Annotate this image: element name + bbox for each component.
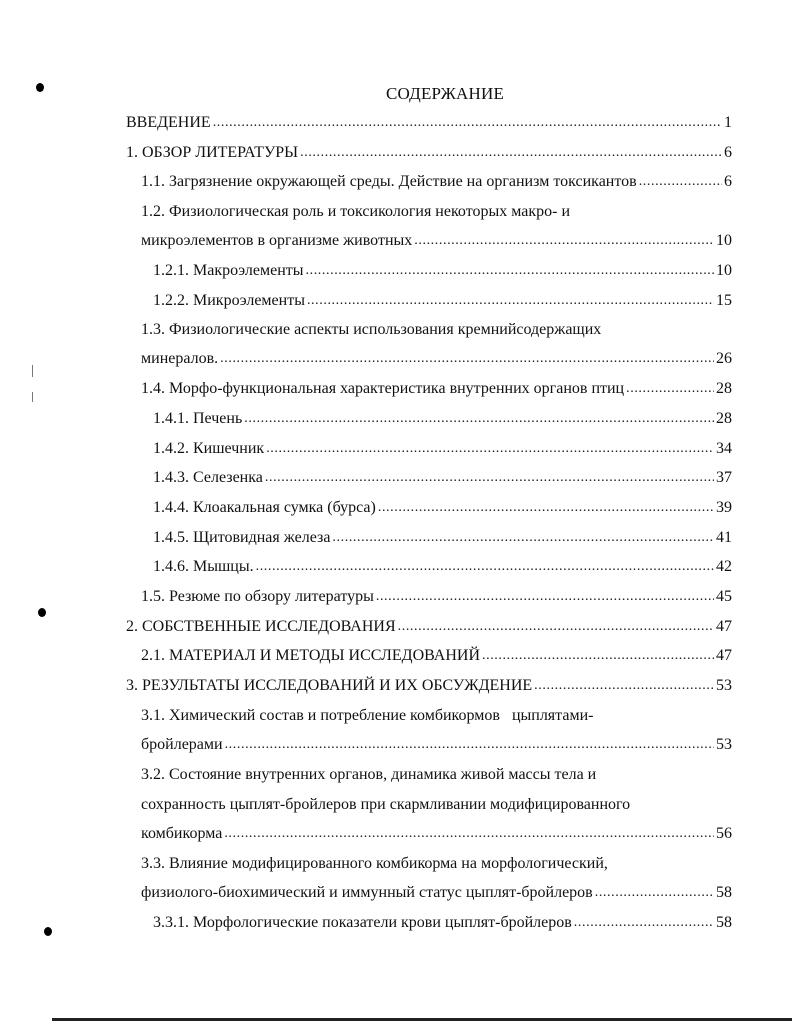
toc-entry-text: ВВЕДЕНИЕ <box>126 114 211 131</box>
leader-dots <box>639 172 722 190</box>
leader-dots <box>378 498 714 516</box>
toc-entry-1-3[interactable] <box>141 350 732 374</box>
toc-entry-3-1-line1[interactable]: 3.1. Химический состав и потребление комбикормов цыплятами- <box>141 707 594 724</box>
toc-page-number: 34 <box>716 440 732 457</box>
leader-dots <box>306 261 715 279</box>
scan-artifact-line <box>32 365 33 377</box>
toc-entry-3-1[interactable] <box>141 736 732 760</box>
toc-entry-3-2-line1[interactable]: 3.2. Состояние внутренних органов, динамика живой массы тела и <box>141 766 597 783</box>
leader-dots <box>626 379 714 397</box>
toc-page-number: 37 <box>716 469 732 486</box>
toc-page-number: 53 <box>716 677 732 694</box>
toc-entry-text: 2.1. МАТЕРИАЛ И МЕТОДЫ ИССЛЕДОВАНИЙ <box>141 647 480 664</box>
leader-dots <box>213 113 722 131</box>
toc-entry-text: минералов. <box>141 350 219 367</box>
toc-entry-1-2-2[interactable] <box>153 292 732 316</box>
toc-entry-text: 1.2.2. Микроэлементы <box>153 292 305 309</box>
toc-entry-text: 3. РЕЗУЛЬТАТЫ ИССЛЕДОВАНИЙ И ИХ ОБСУЖДЕНИЕ <box>126 677 533 694</box>
toc-entry-1-4-4[interactable] <box>153 499 732 523</box>
toc-entry-text: 1.4.4. Клоакальная сумка (бурса) <box>153 499 376 516</box>
leader-dots <box>244 409 714 427</box>
toc-entry-chapter-3[interactable] <box>126 677 732 701</box>
toc-page-number: 1 <box>724 114 732 131</box>
toc-entry-3-3-1[interactable] <box>153 914 732 938</box>
leader-dots <box>220 349 714 367</box>
toc-page-number: 53 <box>716 736 732 753</box>
punch-hole-mark <box>38 608 46 617</box>
punch-hole-mark <box>36 83 44 92</box>
leader-dots <box>332 528 714 546</box>
leader-dots <box>376 587 714 605</box>
leader-dots <box>534 676 714 694</box>
toc-entry-text: 1.4.6. Мышцы. <box>153 558 254 575</box>
toc-page-number: 28 <box>716 410 732 427</box>
toc-page-number: 6 <box>724 173 732 190</box>
toc-page-number: 47 <box>716 618 732 635</box>
toc-page-number: 45 <box>716 588 732 605</box>
toc-entry-text: комбикорма <box>141 825 223 842</box>
toc-page-number: 26 <box>716 350 732 367</box>
toc-entry-1-4-6[interactable] <box>153 558 732 582</box>
toc-page-number: 10 <box>716 232 732 249</box>
toc-entry-1-4-3[interactable] <box>153 469 732 493</box>
toc-page-number: 58 <box>716 884 732 901</box>
toc-page-number: 10 <box>716 262 732 279</box>
leader-dots <box>300 143 722 161</box>
toc-entry-chapter-1[interactable] <box>126 144 732 168</box>
toc-page-number: 41 <box>716 529 732 546</box>
leader-dots <box>224 824 714 842</box>
toc-entry-1-4-5[interactable] <box>153 529 732 553</box>
leader-dots <box>574 913 714 931</box>
toc-entry-3-3[interactable] <box>141 884 732 908</box>
leader-dots <box>307 291 714 309</box>
toc-entry-1-5[interactable] <box>141 588 732 612</box>
punch-hole-mark <box>44 927 52 936</box>
toc-entry-text: 1.4.3. Селезенка <box>153 469 263 486</box>
scan-artifact-line <box>32 392 33 402</box>
toc-page-number: 42 <box>716 558 732 575</box>
toc-entry-introduction[interactable] <box>126 114 732 138</box>
leader-dots <box>414 231 714 249</box>
leader-dots <box>265 468 714 486</box>
toc-page-number: 28 <box>716 380 732 397</box>
toc-entry-3-2[interactable] <box>141 825 732 849</box>
toc-entry-text: 1.4.2. Кишечник <box>153 440 265 457</box>
bottom-edge-rule <box>52 1018 792 1021</box>
toc-entry-text: микроэлементов в организме животных <box>141 232 413 249</box>
toc-entry-1-2-line1[interactable]: 1.2. Физиологическая роль и токсикология некоторых макро- и <box>141 203 571 220</box>
toc-entry-3-3-line1[interactable]: 3.3. Влияние модифицированного комбикорма на морфологический, <box>141 855 608 872</box>
toc-page-number: 47 <box>716 647 732 664</box>
leader-dots <box>398 617 714 635</box>
page-title: СОДЕРЖАНИЕ <box>386 84 505 103</box>
toc-entry-1-1[interactable] <box>141 173 732 197</box>
toc-entry-1-4[interactable] <box>141 380 732 404</box>
toc-page-number: 39 <box>716 499 732 516</box>
toc-entry-1-2[interactable] <box>141 232 732 256</box>
toc-entry-text: 3.3.1. Морфологические показатели крови цыплят-бройлеров <box>153 914 572 931</box>
toc-entry-text: 2. СОБСТВЕННЫЕ ИССЛЕДОВАНИЯ <box>126 618 396 635</box>
toc-page-number: 15 <box>716 292 732 309</box>
toc-entry-text: 1.4.1. Печень <box>153 410 243 427</box>
toc-entry-text: 1.5. Резюме по обзору литературы <box>141 588 374 605</box>
toc-entry-text: 1.4.5. Щитовидная железа <box>153 529 331 546</box>
toc-page-number: 58 <box>716 914 732 931</box>
toc-entry-text: 1.4. Морфо-функциональная характеристика внутренних органов птиц <box>141 380 625 397</box>
leader-dots <box>482 646 714 664</box>
toc-entry-1-3-line1[interactable]: 1.3. Физиологические аспекты использования кремнийсодержащих <box>141 321 602 338</box>
toc-entry-text: 1.2.1. Макроэлементы <box>153 262 304 279</box>
toc-entry-text: 1. ОБЗОР ЛИТЕРАТУРЫ <box>126 144 299 161</box>
leader-dots <box>256 557 714 575</box>
leader-dots <box>266 439 714 457</box>
toc-entry-3-2-line2[interactable]: сохранность цыплят-бройлеров при скармливании модифицированного <box>141 796 631 813</box>
toc-entry-1-4-1[interactable] <box>153 410 732 434</box>
toc-page-number: 56 <box>716 825 732 842</box>
toc-entry-1-4-2[interactable] <box>153 440 732 464</box>
toc-entry-text: физиолого-биохимический и иммунный статус цыплят-бройлеров <box>141 884 593 901</box>
leader-dots <box>225 735 714 753</box>
toc-entry-text: 1.1. Загрязнение окружающей среды. Действие на организм токсикантов <box>141 173 637 190</box>
leader-dots <box>595 883 714 901</box>
toc-entry-2-1[interactable] <box>141 647 732 671</box>
toc-entry-1-2-1[interactable] <box>153 262 732 286</box>
toc-entry-chapter-2[interactable] <box>126 618 732 642</box>
toc-entry-text: бройлерами <box>141 736 223 753</box>
toc-page-number: 6 <box>724 144 732 161</box>
